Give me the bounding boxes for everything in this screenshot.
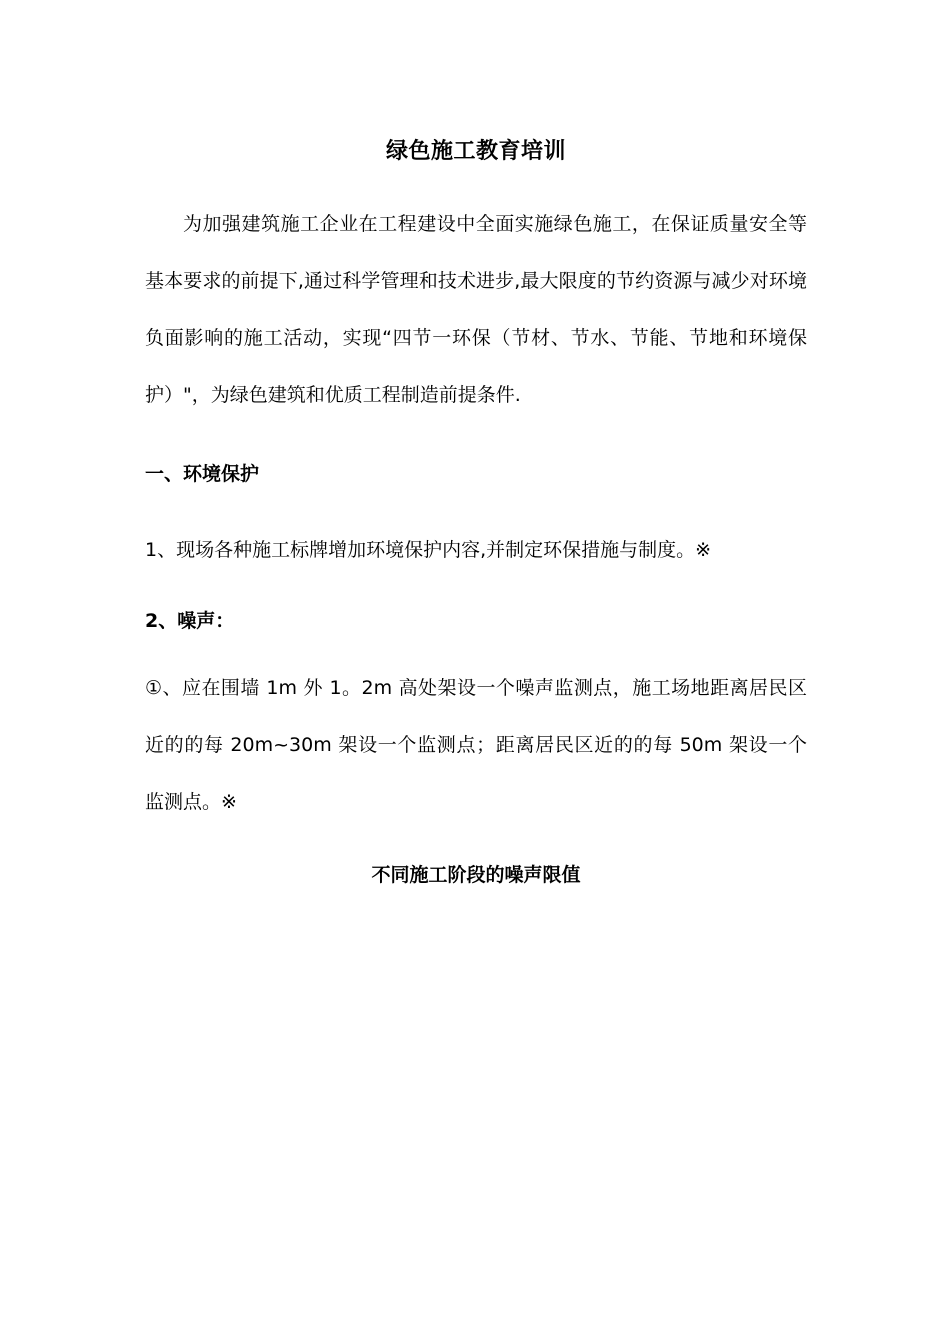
document-body — [145, 130, 807, 895]
noise-monitoring-paragraph: ①、应在围墙 1m 外 1。2m 高处架设一个噪声监测点，施工场地距离居民区近的的每 20m~30m 架设一个监测点；距离居民区近的的每 50m 架设一个监测点。※ — [145, 677, 807, 813]
table-caption: 不同施工阶段的噪声限值 — [371, 864, 581, 886]
document-title: 绿色施工教育培训 — [385, 139, 566, 164]
intro-paragraph: 为加强建筑施工企业在工程建设中全面实施绿色施工，在保证质量安全等基本要求的前提下,通过科学管理和技术进步,最大限度的节约资源与减少对环境负面影响的施工活动，实现“四节一环保（节材、节水、节能、节地和环境保护）"，为绿色建筑和优质工程制造前提条件. — [145, 213, 807, 406]
item-signage-paragraph: 1、现场各种施工标牌增加环境保护内容,并制定环保措施与制度。※ — [145, 539, 712, 561]
sub-heading-noise: 2、噪声： — [145, 610, 235, 632]
section-heading-environment: 一、环境保护 — [145, 463, 260, 485]
